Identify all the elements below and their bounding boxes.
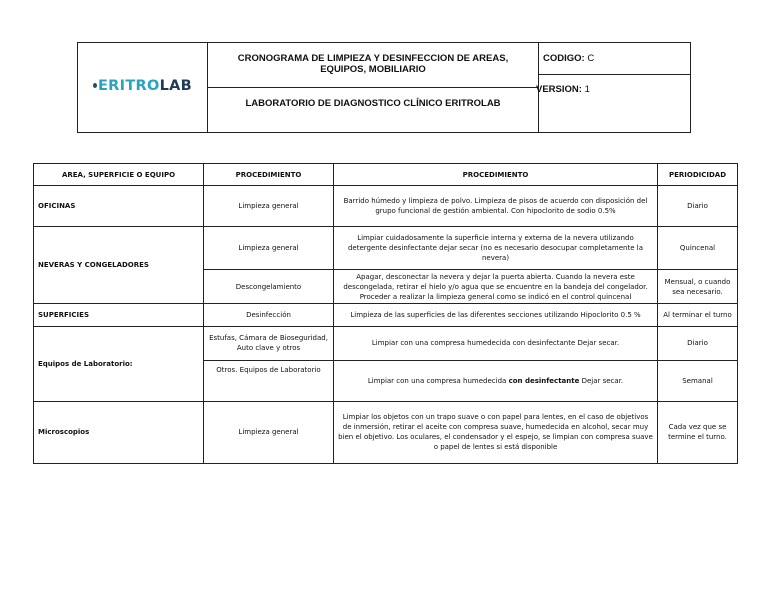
period-cell: Quincenal <box>658 227 738 270</box>
document-title <box>218 53 528 75</box>
table-row <box>34 304 738 326</box>
period-cell: Al terminar el turno <box>658 304 738 326</box>
area-cell: Equipos de Laboratorio: <box>34 326 204 401</box>
description-cell: Limpiar con una compresa humedecida con desinfectante Dejar secar. <box>334 326 658 360</box>
procedure-cell: Descongelamiento <box>204 270 334 304</box>
table-header-row <box>34 164 738 186</box>
area-cell: OFICINAS <box>34 186 204 227</box>
procedure-cell: Limpieza general <box>204 227 334 270</box>
document-header <box>77 42 691 133</box>
title-line-2: EQUIPOS, MOBILIARIO <box>320 64 426 75</box>
period-cell: Cada vez que se termine el turno. <box>658 401 738 463</box>
codigo-field <box>543 53 594 64</box>
period-cell: Semanal <box>658 360 738 401</box>
table-row <box>34 227 738 270</box>
description-cell: Limpieza de las superficies de las diferentes secciones utilizando Hipoclorito 0.5 % <box>334 304 658 326</box>
description-cell: Barrido húmedo y limpieza de polvo. Limpieza de pisos de acuerdo con disposición del grupo funcional de gestión ambiental. Con hipoclorito de sodio 0.5% <box>334 186 658 227</box>
logo-text-eritro: ERITRO <box>97 78 160 94</box>
description-cell: Limpiar cuidadosamente la superficie interna y externa de la nevera utilizando detergente desinfectante dejar secar (no es necesario desocupar completamente la nevera) <box>334 227 658 270</box>
period-cell: Diario <box>658 326 738 360</box>
header-divider <box>207 87 537 88</box>
description-text: Dejar secar. <box>579 376 624 385</box>
codigo-label: CODIGO: <box>543 53 585 64</box>
version-field <box>536 84 590 95</box>
header-divider <box>538 74 690 75</box>
title-line-1: CRONOGRAMA DE LIMPIEZA Y DESINFECCION DE AREAS, <box>237 53 509 64</box>
period-cell: Diario <box>658 186 738 227</box>
cleaning-schedule-table <box>33 163 738 464</box>
procedure-cell: Limpieza general <box>204 186 334 227</box>
version-value: 1 <box>581 84 590 95</box>
table-row <box>34 401 738 463</box>
logo-text-lab: LAB <box>159 78 193 94</box>
codigo-value: C <box>584 53 595 64</box>
description-cell: Apagar, desconectar la nevera y dejar la puerta abierta. Cuando la nevera este descongelada, retirar el hielo y/o agua que se encuentre en la bandeja del congelador. Proceder a realizar la limpieza general como se indicó en el control quincenal <box>334 270 658 304</box>
period-cell: Mensual, o cuando sea necesario. <box>658 270 738 304</box>
version-label: VERSION: <box>536 84 582 95</box>
procedure-cell: Limpieza general <box>204 401 334 463</box>
description-text-bold: con desinfectante <box>508 376 580 385</box>
description-text: Limpiar con una compresa humedecida <box>367 376 509 385</box>
table-row <box>34 186 738 227</box>
area-cell: SUPERFICIES <box>34 304 204 326</box>
column-header: PROCEDIMIENTO <box>204 164 334 186</box>
document-subtitle: LABORATORIO DE DIAGNOSTICO CLÍNICO ERITROLAB <box>245 98 501 109</box>
column-header: PERIODICIDAD <box>658 164 738 186</box>
drop-icon <box>93 83 97 88</box>
column-header: AREA, SUPERFICIE O EQUIPO <box>34 164 204 186</box>
procedure-cell: Otros. Equipos de Laboratorio <box>204 360 334 401</box>
table-row <box>34 326 738 360</box>
procedure-cell: Estufas, Cámara de Bioseguridad, Auto clave y otros <box>204 326 334 360</box>
column-header: PROCEDIMIENTO <box>334 164 658 186</box>
description-cell <box>334 360 658 401</box>
procedure-cell: Desinfección <box>204 304 334 326</box>
description-cell: Limpiar los objetos con un trapo suave o con papel para lentes, en el caso de objetivos de inmersión, retirar el aceite con compresa suave, humedecida en alcohol, secar muy bien el objetivo. Los oculares, el condensador y el espejo, se limpian con compresa suave o papel de lentes si está disponible <box>334 401 658 463</box>
eritrolab-logo <box>78 78 207 94</box>
area-cell: NEVERAS Y CONGELADORES <box>34 227 204 304</box>
area-cell: Microscopios <box>34 401 204 463</box>
